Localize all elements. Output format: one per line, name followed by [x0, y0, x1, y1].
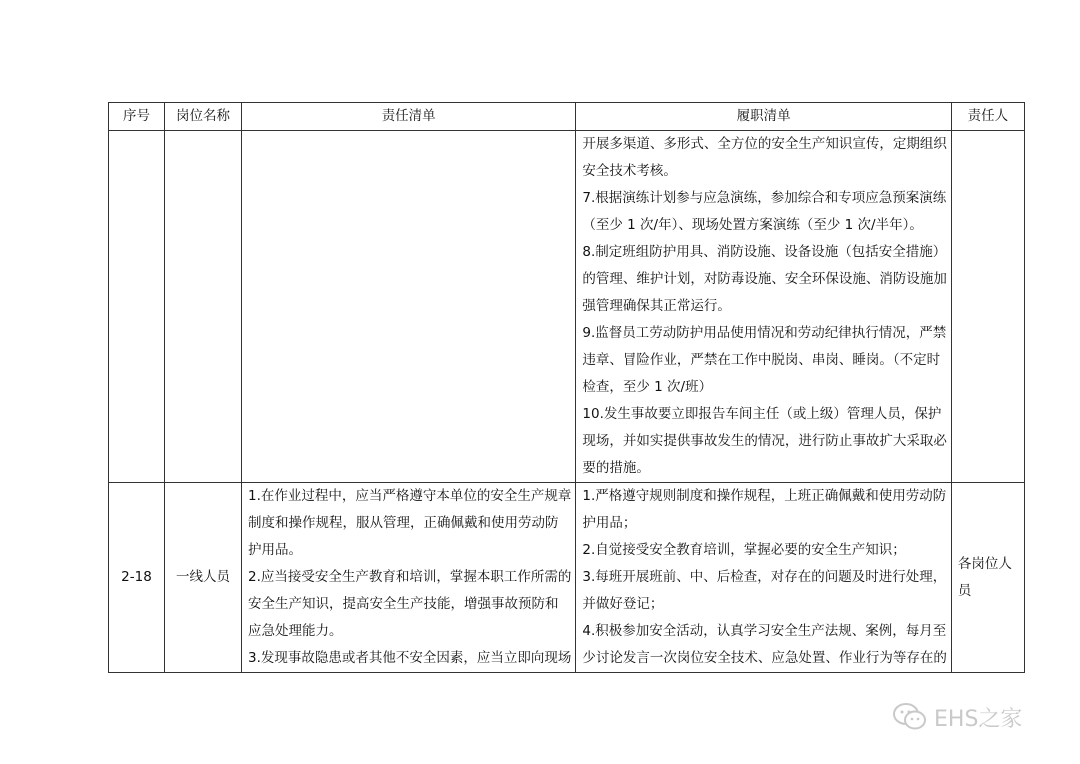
- duty-line: 要的措施。: [582, 460, 650, 476]
- resp-line: 安全生产知识，提高安全生产技能，增强事故预防和: [248, 596, 559, 612]
- duty-line: 现场，并如实提供事故发生的情况，进行防止事故扩大采取必: [582, 433, 947, 449]
- duty-line: 8.制定班组防护用具、消防设施、设备设施（包括安全措施）: [582, 244, 947, 260]
- duty-line: 10.发生事故要立即报告车间主任（或上级）管理人员，保护: [582, 406, 942, 422]
- duty-line: 开展多渠道、多形式、全方位的安全生产知识宣传，定期组织: [582, 136, 947, 152]
- table-row: [109, 483, 1025, 673]
- header-seq: 序号: [109, 103, 165, 131]
- row1-duty: [576, 131, 952, 483]
- resp-line: 护用品。: [248, 542, 302, 558]
- table-row: [109, 131, 1025, 483]
- row2-responsibility: [242, 483, 576, 673]
- duty-line: 7.根据演练计划参与应急演练，参加综合和专项应急预案演练: [582, 190, 947, 206]
- header-duty: 履职清单: [576, 103, 952, 131]
- row1-seq: [109, 131, 165, 483]
- duty-line: 3.每班开展班前、中、后检查，对存在的问题及时进行处理，: [582, 569, 947, 585]
- row1-responsibility: [242, 131, 576, 483]
- resp-line: 3.发现事故隐患或者其他不安全因素，应当立即向现场: [248, 650, 572, 666]
- row2-post: 一线人员: [165, 483, 242, 673]
- duty-line: 9.监督员工劳动防护用品使用情况和劳动纪律执行情况，严禁: [582, 325, 947, 341]
- row1-person: [951, 131, 1024, 483]
- duty-line: 强管理确保其正常运行。: [582, 298, 731, 314]
- person-line: 员: [957, 582, 972, 599]
- duty-line: 2.自觉接受安全教育培训，掌握必要的安全生产知识；: [582, 542, 906, 558]
- resp-line: 制度和操作规程，服从管理，正确佩戴和使用劳动防: [248, 515, 559, 531]
- header-person: 责任人: [951, 103, 1024, 131]
- table-header-row: [109, 103, 1025, 131]
- header-responsibility: 责任清单: [242, 103, 576, 131]
- duty-line: 并做好登记；: [582, 596, 664, 612]
- resp-line: 2.应当接受安全生产教育和培训，掌握本职工作所需的: [248, 569, 572, 585]
- responsibility-table: [108, 102, 1025, 673]
- duty-line: 少讨论发言一次岗位安全技术、应急处置、作业行为等存在的: [582, 650, 947, 666]
- watermark: [892, 700, 1022, 734]
- resp-line: 1.在作业过程中，应当严格遵守本单位的安全生产规章: [248, 488, 572, 504]
- row2-duty: [576, 483, 952, 673]
- wechat-icon: [892, 702, 928, 732]
- resp-line: 应急处理能力。: [248, 623, 343, 639]
- duty-line: 安全技术考核。: [582, 163, 677, 179]
- row1-post: [165, 131, 242, 483]
- row2-seq: 2-18: [109, 483, 165, 673]
- person-line: 各岗位人: [957, 555, 1012, 572]
- duty-line: 4.积极参加安全活动，认真学习安全生产法规、案例，每月至: [582, 623, 947, 639]
- row2-person: [951, 483, 1024, 673]
- watermark-text: EHS之家: [934, 706, 1023, 732]
- duty-line: 违章、冒险作业，严禁在工作中脱岗、串岗、睡岗。（不定时: [582, 352, 941, 368]
- duty-line: 护用品；: [582, 515, 637, 531]
- duty-line: 的管理、维护计划，对防毒设施、安全环保设施、消防设施加: [582, 271, 947, 287]
- duty-line: 1.严格遵守规则制度和操作规程，上班正确佩戴和使用劳动防: [582, 488, 947, 504]
- duty-line: 检查，至少 1 次/班）: [582, 379, 713, 395]
- duty-line: （至少 1 次/年）、现场处置方案演练（至少 1 次/半年）。: [582, 217, 923, 233]
- header-post: 岗位名称: [165, 103, 242, 131]
